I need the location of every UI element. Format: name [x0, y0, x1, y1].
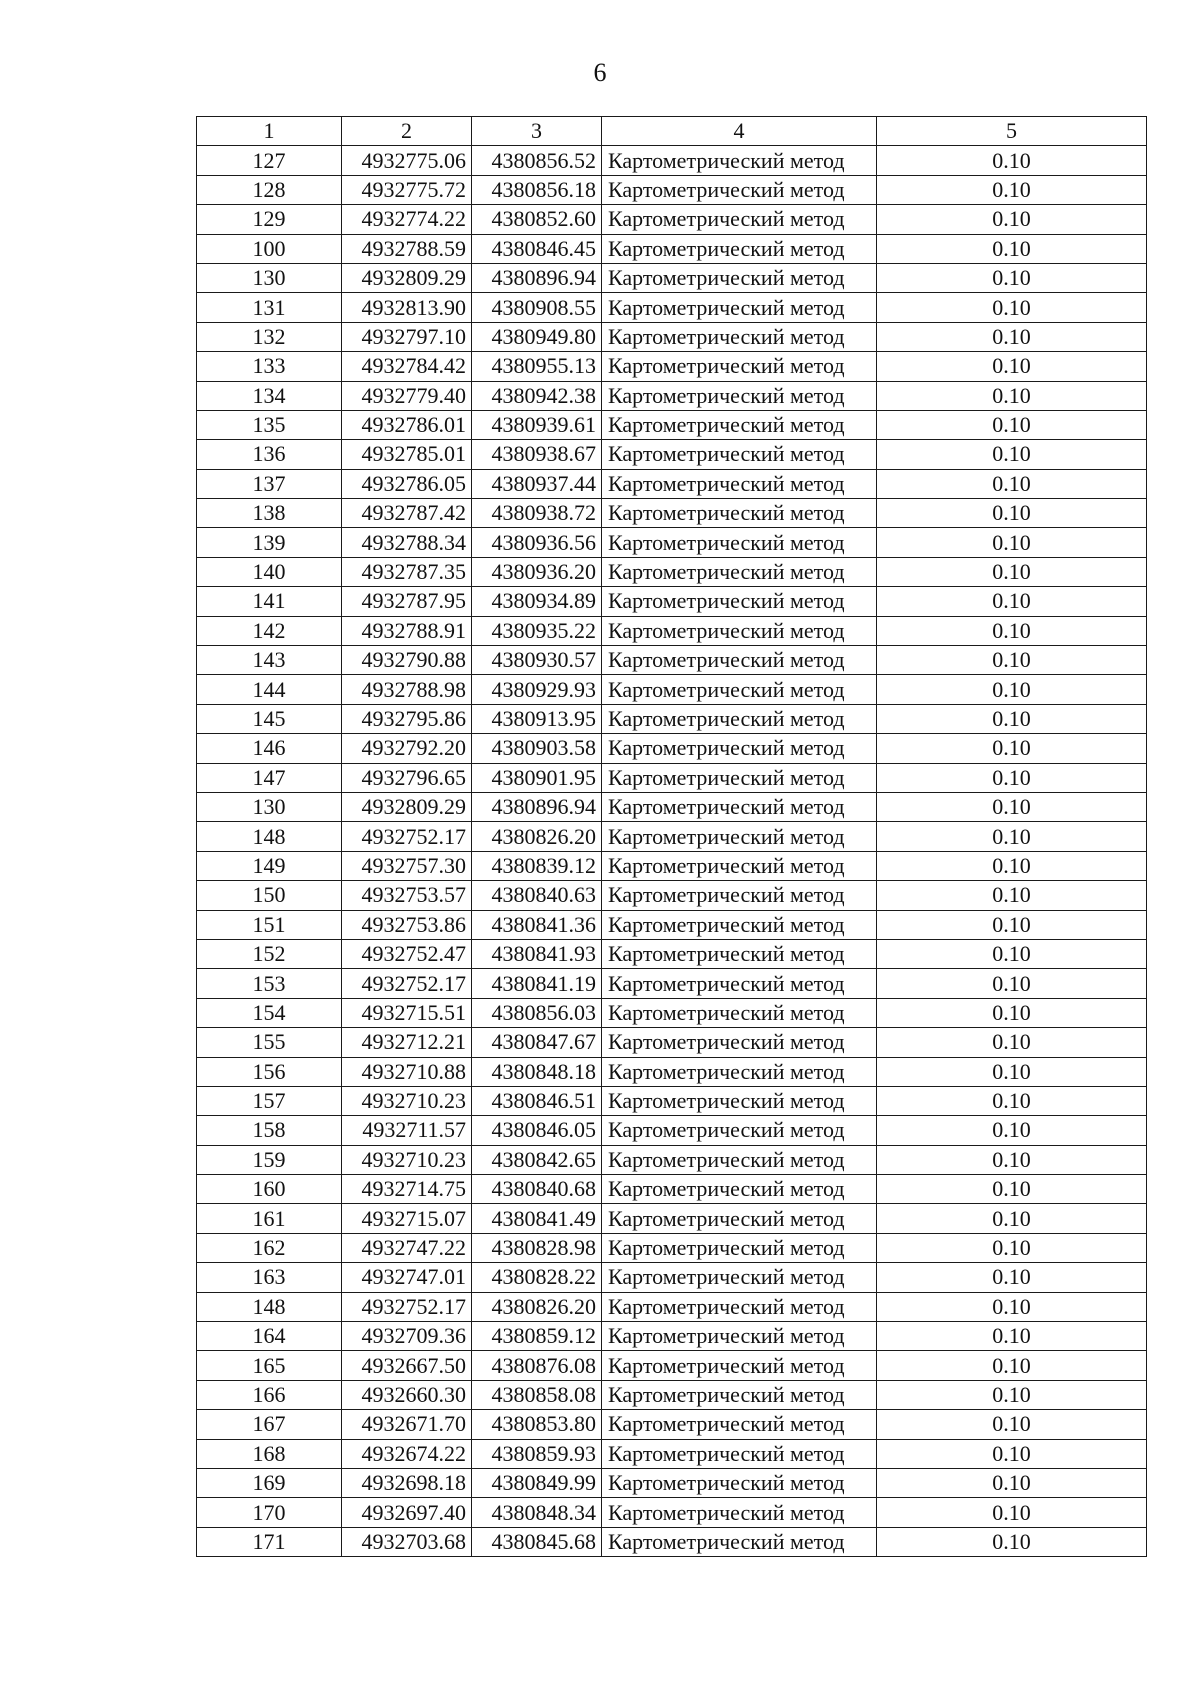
y-coordinate-cell: 4380840.63	[472, 881, 602, 910]
table-row	[197, 969, 1147, 998]
point-number-cell: 148	[197, 822, 342, 851]
table-row	[197, 1322, 1147, 1351]
point-number-cell: 152	[197, 939, 342, 968]
error-cell: 0.10	[877, 1468, 1147, 1497]
x-coordinate-cell: 4932787.95	[342, 587, 472, 616]
y-coordinate-cell: 4380908.55	[472, 293, 602, 322]
point-number-cell: 143	[197, 646, 342, 675]
y-coordinate-cell: 4380842.65	[472, 1145, 602, 1174]
x-coordinate-cell: 4932774.22	[342, 205, 472, 234]
error-cell: 0.10	[877, 499, 1147, 528]
y-coordinate-cell: 4380929.93	[472, 675, 602, 704]
y-coordinate-cell: 4380955.13	[472, 352, 602, 381]
point-number-cell: 162	[197, 1233, 342, 1262]
error-cell: 0.10	[877, 734, 1147, 763]
x-coordinate-cell: 4932752.17	[342, 1292, 472, 1321]
table-row	[197, 352, 1147, 381]
x-coordinate-cell: 4932715.51	[342, 998, 472, 1027]
method-cell: Картометрический метод	[602, 792, 877, 821]
table-row	[197, 1145, 1147, 1174]
y-coordinate-cell: 4380826.20	[472, 1292, 602, 1321]
table-row	[197, 1439, 1147, 1468]
point-number-cell: 151	[197, 910, 342, 939]
y-coordinate-cell: 4380935.22	[472, 616, 602, 645]
method-cell: Картометрический метод	[602, 1498, 877, 1527]
y-coordinate-cell: 4380846.05	[472, 1116, 602, 1145]
point-number-cell: 163	[197, 1263, 342, 1292]
method-cell: Картометрический метод	[602, 410, 877, 439]
method-cell: Картометрический метод	[602, 734, 877, 763]
error-cell: 0.10	[877, 881, 1147, 910]
method-cell: Картометрический метод	[602, 381, 877, 410]
table-row	[197, 175, 1147, 204]
table-row	[197, 1468, 1147, 1497]
x-coordinate-cell: 4932671.70	[342, 1410, 472, 1439]
y-coordinate-cell: 4380849.99	[472, 1468, 602, 1497]
point-number-cell: 140	[197, 557, 342, 586]
error-cell: 0.10	[877, 322, 1147, 351]
error-cell: 0.10	[877, 1410, 1147, 1439]
table-row	[197, 1204, 1147, 1233]
table-row	[197, 646, 1147, 675]
error-cell: 0.10	[877, 1527, 1147, 1556]
y-coordinate-cell: 4380828.98	[472, 1233, 602, 1262]
column-header-5: 5	[877, 117, 1147, 146]
error-cell: 0.10	[877, 1380, 1147, 1409]
error-cell: 0.10	[877, 146, 1147, 175]
method-cell: Картометрический метод	[602, 646, 877, 675]
error-cell: 0.10	[877, 352, 1147, 381]
error-cell: 0.10	[877, 1145, 1147, 1174]
x-coordinate-cell: 4932674.22	[342, 1439, 472, 1468]
method-cell: Картометрический метод	[602, 675, 877, 704]
table-row	[197, 1175, 1147, 1204]
table-row	[197, 792, 1147, 821]
table-row	[197, 910, 1147, 939]
table-row	[197, 1028, 1147, 1057]
y-coordinate-cell: 4380828.22	[472, 1263, 602, 1292]
table-row	[197, 469, 1147, 498]
table-row	[197, 205, 1147, 234]
table-row	[197, 557, 1147, 586]
x-coordinate-cell: 4932775.72	[342, 175, 472, 204]
point-number-cell: 155	[197, 1028, 342, 1057]
point-number-cell: 171	[197, 1527, 342, 1556]
y-coordinate-cell: 4380853.80	[472, 1410, 602, 1439]
method-cell: Картометрический метод	[602, 322, 877, 351]
error-cell: 0.10	[877, 1116, 1147, 1145]
x-coordinate-cell: 4932790.88	[342, 646, 472, 675]
x-coordinate-cell: 4932785.01	[342, 440, 472, 469]
method-cell: Картометрический метод	[602, 263, 877, 292]
method-cell: Картометрический метод	[602, 822, 877, 851]
error-cell: 0.10	[877, 939, 1147, 968]
x-coordinate-cell: 4932667.50	[342, 1351, 472, 1380]
error-cell: 0.10	[877, 410, 1147, 439]
error-cell: 0.10	[877, 1086, 1147, 1115]
point-number-cell: 130	[197, 792, 342, 821]
y-coordinate-cell: 4380934.89	[472, 587, 602, 616]
point-number-cell: 154	[197, 998, 342, 1027]
method-cell: Картометрический метод	[602, 293, 877, 322]
error-cell: 0.10	[877, 440, 1147, 469]
x-coordinate-cell: 4932788.98	[342, 675, 472, 704]
method-cell: Картометрический метод	[602, 1410, 877, 1439]
table-row	[197, 146, 1147, 175]
error-cell: 0.10	[877, 1322, 1147, 1351]
x-coordinate-cell: 4932813.90	[342, 293, 472, 322]
error-cell: 0.10	[877, 910, 1147, 939]
method-cell: Картометрический метод	[602, 352, 877, 381]
table-row	[197, 822, 1147, 851]
table-row	[197, 1086, 1147, 1115]
x-coordinate-cell: 4932787.42	[342, 499, 472, 528]
point-number-cell: 145	[197, 704, 342, 733]
table-row	[197, 1380, 1147, 1409]
y-coordinate-cell: 4380846.45	[472, 234, 602, 263]
error-cell: 0.10	[877, 587, 1147, 616]
y-coordinate-cell: 4380937.44	[472, 469, 602, 498]
x-coordinate-cell: 4932660.30	[342, 1380, 472, 1409]
y-coordinate-cell: 4380840.68	[472, 1175, 602, 1204]
error-cell: 0.10	[877, 646, 1147, 675]
method-cell: Картометрический метод	[602, 1380, 877, 1409]
point-number-cell: 167	[197, 1410, 342, 1439]
point-number-cell: 134	[197, 381, 342, 410]
method-cell: Картометрический метод	[602, 1233, 877, 1262]
point-number-cell: 161	[197, 1204, 342, 1233]
method-cell: Картометрический метод	[602, 146, 877, 175]
column-header-1: 1	[197, 117, 342, 146]
point-number-cell: 141	[197, 587, 342, 616]
error-cell: 0.10	[877, 1439, 1147, 1468]
error-cell: 0.10	[877, 851, 1147, 880]
point-number-cell: 164	[197, 1322, 342, 1351]
y-coordinate-cell: 4380936.20	[472, 557, 602, 586]
y-coordinate-cell: 4380858.08	[472, 1380, 602, 1409]
error-cell: 0.10	[877, 293, 1147, 322]
x-coordinate-cell: 4932709.36	[342, 1322, 472, 1351]
point-number-cell: 170	[197, 1498, 342, 1527]
x-coordinate-cell: 4932757.30	[342, 851, 472, 880]
method-cell: Картометрический метод	[602, 704, 877, 733]
method-cell: Картометрический метод	[602, 557, 877, 586]
point-number-cell: 137	[197, 469, 342, 498]
x-coordinate-cell: 4932788.91	[342, 616, 472, 645]
y-coordinate-cell: 4380841.36	[472, 910, 602, 939]
method-cell: Картометрический метод	[602, 998, 877, 1027]
error-cell: 0.10	[877, 704, 1147, 733]
error-cell: 0.10	[877, 1175, 1147, 1204]
error-cell: 0.10	[877, 969, 1147, 998]
method-cell: Картометрический метод	[602, 1322, 877, 1351]
y-coordinate-cell: 4380848.18	[472, 1057, 602, 1086]
x-coordinate-cell: 4932715.07	[342, 1204, 472, 1233]
error-cell: 0.10	[877, 175, 1147, 204]
y-coordinate-cell: 4380939.61	[472, 410, 602, 439]
x-coordinate-cell: 4932786.01	[342, 410, 472, 439]
y-coordinate-cell: 4380903.58	[472, 734, 602, 763]
table-row	[197, 675, 1147, 704]
point-number-cell: 130	[197, 263, 342, 292]
x-coordinate-cell: 4932703.68	[342, 1527, 472, 1556]
x-coordinate-cell: 4932792.20	[342, 734, 472, 763]
table-body	[197, 146, 1147, 1557]
method-cell: Картометрический метод	[602, 1145, 877, 1174]
y-coordinate-cell: 4380845.68	[472, 1527, 602, 1556]
table-row	[197, 734, 1147, 763]
method-cell: Картометрический метод	[602, 969, 877, 998]
point-number-cell: 148	[197, 1292, 342, 1321]
table-row	[197, 939, 1147, 968]
column-header-4: 4	[602, 117, 877, 146]
x-coordinate-cell: 4932784.42	[342, 352, 472, 381]
y-coordinate-cell: 4380942.38	[472, 381, 602, 410]
method-cell: Картометрический метод	[602, 499, 877, 528]
y-coordinate-cell: 4380859.12	[472, 1322, 602, 1351]
x-coordinate-cell: 4932710.88	[342, 1057, 472, 1086]
point-number-cell: 138	[197, 499, 342, 528]
method-cell: Картометрический метод	[602, 587, 877, 616]
x-coordinate-cell: 4932809.29	[342, 792, 472, 821]
point-number-cell: 166	[197, 1380, 342, 1409]
table-row	[197, 263, 1147, 292]
table-row	[197, 998, 1147, 1027]
point-number-cell: 129	[197, 205, 342, 234]
x-coordinate-cell: 4932753.86	[342, 910, 472, 939]
x-coordinate-cell: 4932752.17	[342, 822, 472, 851]
table-row	[197, 528, 1147, 557]
y-coordinate-cell: 4380856.03	[472, 998, 602, 1027]
y-coordinate-cell: 4380896.94	[472, 263, 602, 292]
error-cell: 0.10	[877, 469, 1147, 498]
error-cell: 0.10	[877, 1057, 1147, 1086]
error-cell: 0.10	[877, 205, 1147, 234]
x-coordinate-cell: 4932786.05	[342, 469, 472, 498]
table-row	[197, 1498, 1147, 1527]
column-header-3: 3	[472, 117, 602, 146]
y-coordinate-cell: 4380901.95	[472, 763, 602, 792]
table-row	[197, 1351, 1147, 1380]
error-cell: 0.10	[877, 792, 1147, 821]
point-number-cell: 144	[197, 675, 342, 704]
table-row	[197, 881, 1147, 910]
y-coordinate-cell: 4380930.57	[472, 646, 602, 675]
table-row	[197, 851, 1147, 880]
x-coordinate-cell: 4932698.18	[342, 1468, 472, 1497]
x-coordinate-cell: 4932710.23	[342, 1145, 472, 1174]
x-coordinate-cell: 4932788.34	[342, 528, 472, 557]
method-cell: Картометрический метод	[602, 528, 877, 557]
error-cell: 0.10	[877, 1233, 1147, 1262]
y-coordinate-cell: 4380859.93	[472, 1439, 602, 1468]
method-cell: Картометрический метод	[602, 1263, 877, 1292]
error-cell: 0.10	[877, 234, 1147, 263]
point-number-cell: 153	[197, 969, 342, 998]
y-coordinate-cell: 4380949.80	[472, 322, 602, 351]
x-coordinate-cell: 4932753.57	[342, 881, 472, 910]
x-coordinate-cell: 4932747.22	[342, 1233, 472, 1262]
method-cell: Картометрический метод	[602, 1204, 877, 1233]
table-row	[197, 440, 1147, 469]
x-coordinate-cell: 4932752.47	[342, 939, 472, 968]
y-coordinate-cell: 4380938.67	[472, 440, 602, 469]
x-coordinate-cell: 4932712.21	[342, 1028, 472, 1057]
method-cell: Картометрический метод	[602, 1057, 877, 1086]
point-number-cell: 169	[197, 1468, 342, 1497]
table-row	[197, 1410, 1147, 1439]
method-cell: Картометрический метод	[602, 1028, 877, 1057]
method-cell: Картометрический метод	[602, 1527, 877, 1556]
error-cell: 0.10	[877, 1292, 1147, 1321]
error-cell: 0.10	[877, 1028, 1147, 1057]
error-cell: 0.10	[877, 763, 1147, 792]
y-coordinate-cell: 4380847.67	[472, 1028, 602, 1057]
method-cell: Картометрический метод	[602, 1175, 877, 1204]
table-row	[197, 1527, 1147, 1556]
x-coordinate-cell: 4932711.57	[342, 1116, 472, 1145]
table-row	[197, 1292, 1147, 1321]
y-coordinate-cell: 4380896.94	[472, 792, 602, 821]
method-cell: Картометрический метод	[602, 939, 877, 968]
method-cell: Картометрический метод	[602, 175, 877, 204]
y-coordinate-cell: 4380848.34	[472, 1498, 602, 1527]
table-row	[197, 410, 1147, 439]
x-coordinate-cell: 4932752.17	[342, 969, 472, 998]
point-number-cell: 147	[197, 763, 342, 792]
point-number-cell: 156	[197, 1057, 342, 1086]
method-cell: Картометрический метод	[602, 1086, 877, 1115]
x-coordinate-cell: 4932787.35	[342, 557, 472, 586]
x-coordinate-cell: 4932797.10	[342, 322, 472, 351]
error-cell: 0.10	[877, 822, 1147, 851]
table-row	[197, 1233, 1147, 1262]
point-number-cell: 160	[197, 1175, 342, 1204]
point-number-cell: 165	[197, 1351, 342, 1380]
y-coordinate-cell: 4380841.19	[472, 969, 602, 998]
method-cell: Картометрический метод	[602, 910, 877, 939]
point-number-cell: 135	[197, 410, 342, 439]
point-number-cell: 149	[197, 851, 342, 880]
y-coordinate-cell: 4380852.60	[472, 205, 602, 234]
y-coordinate-cell: 4380839.12	[472, 851, 602, 880]
method-cell: Картометрический метод	[602, 234, 877, 263]
table-row	[197, 616, 1147, 645]
point-number-cell: 168	[197, 1439, 342, 1468]
x-coordinate-cell: 4932796.65	[342, 763, 472, 792]
method-cell: Картометрический метод	[602, 440, 877, 469]
error-cell: 0.10	[877, 1204, 1147, 1233]
error-cell: 0.10	[877, 528, 1147, 557]
table-row	[197, 704, 1147, 733]
point-number-cell: 131	[197, 293, 342, 322]
method-cell: Картометрический метод	[602, 205, 877, 234]
method-cell: Картометрический метод	[602, 1116, 877, 1145]
table-row	[197, 1116, 1147, 1145]
table-row	[197, 293, 1147, 322]
table-row	[197, 234, 1147, 263]
y-coordinate-cell: 4380938.72	[472, 499, 602, 528]
y-coordinate-cell: 4380856.18	[472, 175, 602, 204]
y-coordinate-cell: 4380913.95	[472, 704, 602, 733]
x-coordinate-cell: 4932788.59	[342, 234, 472, 263]
method-cell: Картометрический метод	[602, 1351, 877, 1380]
method-cell: Картометрический метод	[602, 1468, 877, 1497]
error-cell: 0.10	[877, 381, 1147, 410]
method-cell: Картометрический метод	[602, 616, 877, 645]
method-cell: Картометрический метод	[602, 881, 877, 910]
error-cell: 0.10	[877, 616, 1147, 645]
x-coordinate-cell: 4932710.23	[342, 1086, 472, 1115]
table-header-row	[197, 117, 1147, 146]
method-cell: Картометрический метод	[602, 1439, 877, 1468]
column-header-2: 2	[342, 117, 472, 146]
error-cell: 0.10	[877, 1263, 1147, 1292]
x-coordinate-cell: 4932809.29	[342, 263, 472, 292]
point-number-cell: 157	[197, 1086, 342, 1115]
error-cell: 0.10	[877, 675, 1147, 704]
point-number-cell: 150	[197, 881, 342, 910]
x-coordinate-cell: 4932795.86	[342, 704, 472, 733]
table-row	[197, 1263, 1147, 1292]
y-coordinate-cell: 4380846.51	[472, 1086, 602, 1115]
point-number-cell: 100	[197, 234, 342, 263]
error-cell: 0.10	[877, 998, 1147, 1027]
point-number-cell: 158	[197, 1116, 342, 1145]
table-row	[197, 1057, 1147, 1086]
error-cell: 0.10	[877, 557, 1147, 586]
y-coordinate-cell: 4380876.08	[472, 1351, 602, 1380]
point-number-cell: 142	[197, 616, 342, 645]
x-coordinate-cell: 4932747.01	[342, 1263, 472, 1292]
point-number-cell: 133	[197, 352, 342, 381]
y-coordinate-cell: 4380826.20	[472, 822, 602, 851]
table-row	[197, 587, 1147, 616]
method-cell: Картометрический метод	[602, 763, 877, 792]
x-coordinate-cell: 4932714.75	[342, 1175, 472, 1204]
method-cell: Картометрический метод	[602, 851, 877, 880]
table-row	[197, 381, 1147, 410]
point-number-cell: 136	[197, 440, 342, 469]
point-number-cell: 139	[197, 528, 342, 557]
method-cell: Картометрический метод	[602, 1292, 877, 1321]
y-coordinate-cell: 4380936.56	[472, 528, 602, 557]
table-row	[197, 322, 1147, 351]
x-coordinate-cell: 4932775.06	[342, 146, 472, 175]
x-coordinate-cell: 4932697.40	[342, 1498, 472, 1527]
x-coordinate-cell: 4932779.40	[342, 381, 472, 410]
y-coordinate-cell: 4380856.52	[472, 146, 602, 175]
error-cell: 0.10	[877, 263, 1147, 292]
y-coordinate-cell: 4380841.49	[472, 1204, 602, 1233]
y-coordinate-cell: 4380841.93	[472, 939, 602, 968]
table-row	[197, 763, 1147, 792]
error-cell: 0.10	[877, 1498, 1147, 1527]
point-number-cell: 159	[197, 1145, 342, 1174]
error-cell: 0.10	[877, 1351, 1147, 1380]
coordinates-table	[196, 116, 1147, 1557]
table-row	[197, 499, 1147, 528]
point-number-cell: 128	[197, 175, 342, 204]
point-number-cell: 146	[197, 734, 342, 763]
point-number-cell: 132	[197, 322, 342, 351]
method-cell: Картометрический метод	[602, 469, 877, 498]
page-number: 6	[593, 58, 607, 87]
point-number-cell: 127	[197, 146, 342, 175]
